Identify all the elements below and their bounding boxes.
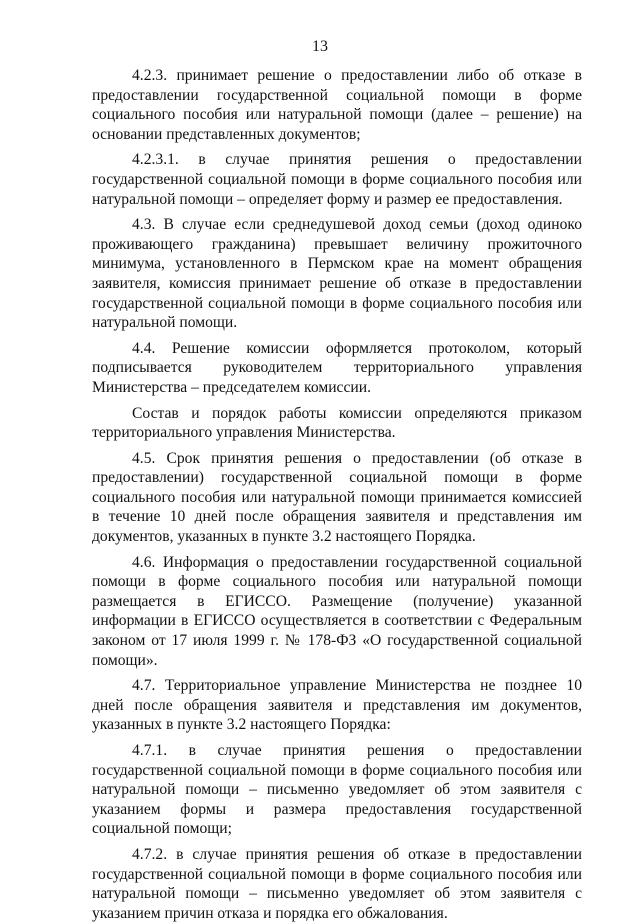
paragraph-4-7: 4.7. Территориальное управление Министерства не позднее 10 дней после обращения заявителя и представления им документов, указанных в пункте 3.2 настоящего Порядка: — [92, 677, 582, 734]
paragraph-4-7-2: 4.7.2. в случае принятия решения об отказе в предоставлении государственной социальной помощи в форме социального пособия или натуральной помощи – письменно уведомляет об этом заявителя с указанием причин отказа и порядка его обжалования. — [92, 845, 582, 922]
document-body — [92, 66, 582, 923]
paragraph-4-5: 4.5. Срок принятия решения о предоставлении (об отказе в предоставлении) государственной социальной помощи в форме социального пособия или натуральной помощи принимается комиссией в течение 10 дней после обращения заявителя и представления им документов, указанных в пункте 3.2 настоящего Порядка. — [92, 449, 582, 546]
paragraph-commission-composition: Состав и порядок работы комиссии определяются приказом территориального управления Министерства. — [92, 404, 582, 442]
paragraph-4-2-3-1: 4.2.3.1. в случае принятия решения о предоставлении государственной социальной помощи в форме социального пособия или натуральной помощи – определяет форму и размер ее предоставления. — [92, 151, 582, 208]
paragraph-4-2-3: 4.2.3. принимает решение о предоставлении либо об отказе в предоставлении государственной социальной помощи в форме социального пособия или натуральной помощи (далее – решение) на основании представленных документов; — [92, 67, 582, 143]
paragraph-4-3: 4.3. В случае если среднедушевой доход семьи (доход одиноко проживающего гражданина) превышает величину прожиточного минимума, установленного в Пермском крае на момент обращения заявителя, комиссия принимает решение об отказе в предоставлении государственной социальной помощи в форме социального пособия или натуральной помощи. — [92, 216, 582, 332]
paragraph-4-6: 4.6. Информация о предоставлении государственной социальной помощи в форме социального пособия или натуральной помощи размещается в ЕГИССО. Размещение (получение) указанной информации в ЕГИССО осуществляется в соответствии с Федеральным законом от 17 июля 1999 г. № 178-ФЗ «О государственной социальной помощи». — [92, 553, 582, 669]
page-number: 13 — [312, 38, 328, 55]
paragraph-4-4: 4.4. Решение комиссии оформляется протоколом, который подписывается руководителем территориального управления Министерства – председателем комиссии. — [92, 339, 582, 396]
paragraph-4-7-1: 4.7.1. в случае принятия решения о предоставлении государственной социальной помощи в форме социального пособия или натуральной помощи – письменно уведомляет об этом заявителя с указанием формы и размера предоставления государственной социальной помощи; — [92, 742, 582, 838]
